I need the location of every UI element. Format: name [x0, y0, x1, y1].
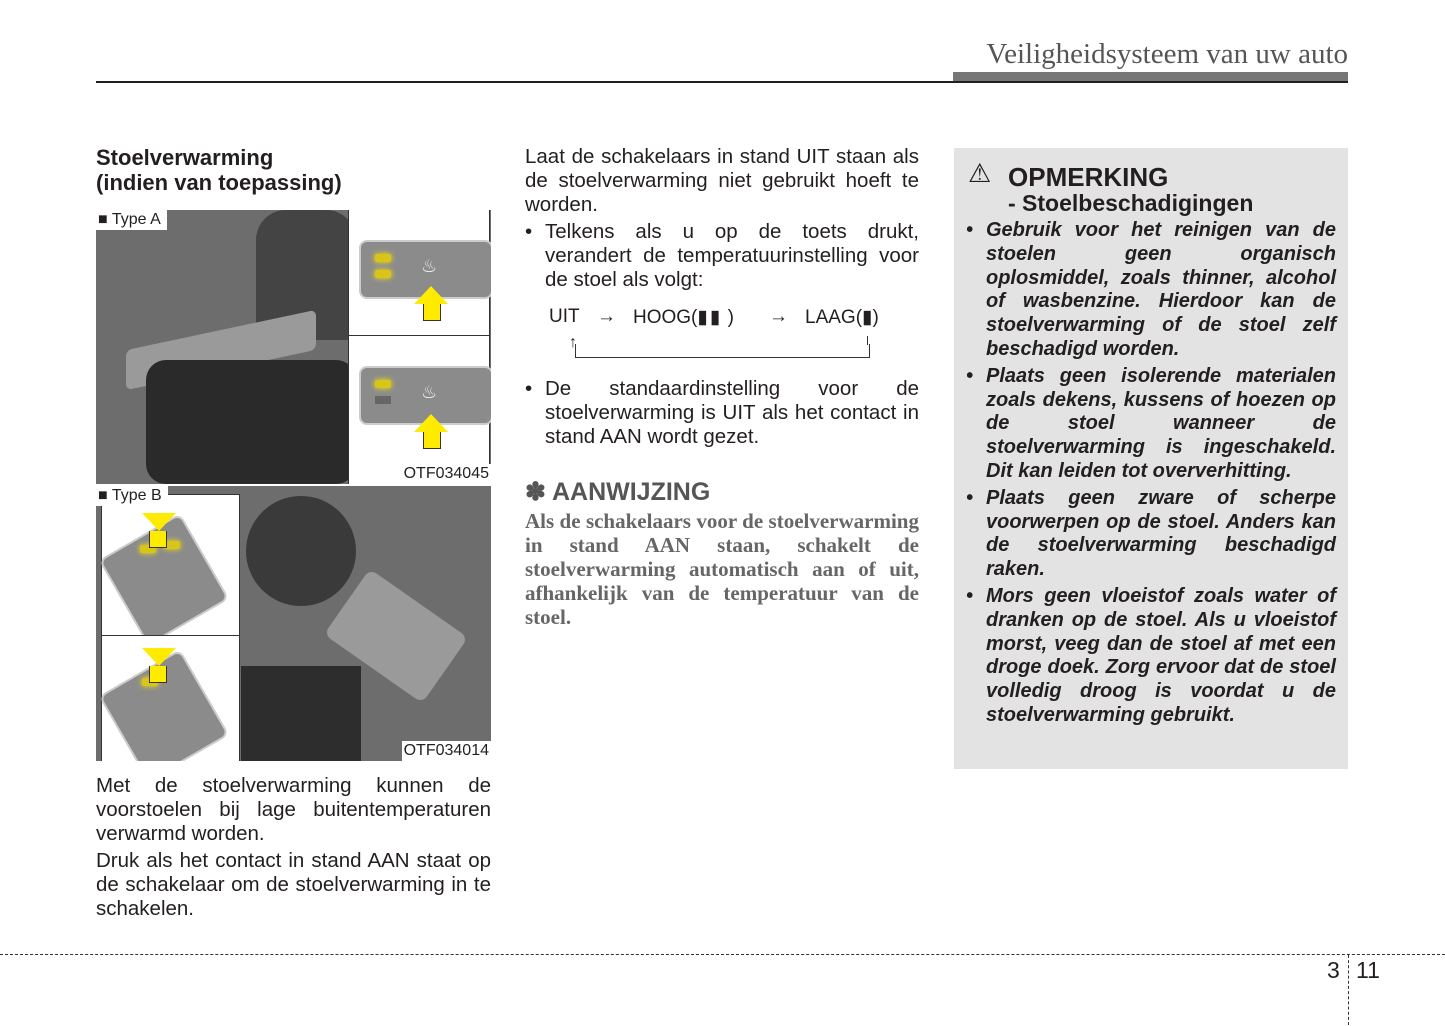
- figure-code: OTF034045: [403, 465, 489, 482]
- inset-low-setting: [101, 635, 240, 761]
- chapter-number: 3: [1327, 957, 1340, 983]
- caution-list: [966, 219, 1336, 731]
- list-item: • Telkens als u op de toets drukt, verandert de temperatuurinstelling voor de stoel als volgt:: [525, 220, 919, 292]
- inset-high-setting: [348, 210, 490, 337]
- indicator-led: [375, 270, 391, 278]
- shift-boot-illustration: [146, 360, 356, 484]
- caution-item: • Plaats geen isolerende materialen zoals dekens, kussens of hoezen op de stoel wanneer de stoelverwarming is ingeschakeld. Dit kan leiden tot oververhitting.: [966, 365, 1336, 484]
- figure-code: OTF034014: [403, 742, 489, 759]
- return-line: [575, 344, 870, 358]
- indicator-led: [375, 254, 391, 262]
- bullet-list: [525, 220, 919, 292]
- caution-subtitle: - Stoelbeschadigingen: [1008, 190, 1254, 216]
- note-heading: ✽ AANWIJZING: [525, 478, 711, 506]
- paragraph: Met de stoelverwarming kunnen de voorstoelen bij lage buitentemperaturen verwarmd worden.: [96, 774, 491, 845]
- indicator-led: [375, 380, 391, 388]
- figure-label-text: Type B: [111, 487, 162, 504]
- footer-vertical-divider: [1348, 955, 1349, 1025]
- seat-heater-icon: ♨: [421, 382, 438, 402]
- header-rule: [96, 81, 1348, 83]
- gear-knob-illustration: [246, 496, 356, 606]
- press-arrow-icon: [414, 414, 448, 449]
- note-text: Als de schakelaars voor de stoelverwarming in stand AAN staan, schakelt de stoelverwarming automatisch aan of uit, afhankelijk van de temperatuur van de stoel.: [525, 509, 919, 629]
- paren: ): [872, 307, 879, 328]
- press-arrow-icon: [414, 286, 448, 321]
- figure-type-a: [96, 210, 491, 484]
- footer-dashed-rule: [0, 954, 1445, 955]
- cycle-high: [633, 306, 734, 329]
- caution-box: [954, 148, 1348, 769]
- paragraph: Druk als het contact in stand AAN staat op de schakelaar om de stoelverwarming in te schakelen.: [96, 849, 491, 920]
- caution-item: • Mors geen vloeistof zoals water of dranken op de stoel. Als u vloeistof morst, veeg dan de stoel af met een droge doek. Zorg ervoor dat de stoel volledig droog is voordat u de stoelverwarming gebruikt.: [966, 585, 1336, 728]
- indicator-led-off: [375, 396, 391, 404]
- inset-low-setting: [348, 335, 490, 484]
- bullet-list: [525, 377, 919, 449]
- figure-type-b: [96, 486, 491, 761]
- caution-title: OPMERKING: [1008, 162, 1169, 192]
- cycle-off: UIT: [549, 306, 580, 327]
- section-heading: [96, 145, 491, 195]
- arrow-up-icon: ↑: [569, 334, 577, 351]
- arrow-right-icon: →: [597, 306, 616, 327]
- figure-label: ■ Type B: [96, 486, 168, 506]
- return-line-tick: [867, 336, 868, 345]
- warning-triangle-icon: ⚠: [968, 158, 992, 188]
- cycle-diagram: [549, 306, 899, 366]
- led-icon: ▮: [862, 307, 873, 328]
- paragraph: Laat de schakelaars in stand UIT staan als de stoelverwarming niet gebruikt hoeft te worden.: [525, 145, 919, 216]
- list-item: • De standaardinstelling voor de stoelverwarming is UIT als het contact in stand AAN wordt gezet.: [525, 377, 919, 449]
- running-header-title: Veiligheidsysteem van uw auto: [986, 38, 1348, 70]
- figure-label-text: Type A: [111, 211, 161, 228]
- header-accent-bar: [953, 72, 1348, 81]
- heading-line-2: (indien van toepassing): [96, 170, 342, 195]
- shift-boot-illustration: [241, 666, 361, 761]
- press-arrow-icon: [142, 513, 176, 548]
- paren: ): [727, 307, 734, 328]
- led-icon: ▮▮: [697, 307, 723, 328]
- page-number: 11: [1356, 957, 1380, 983]
- cycle-low: [805, 306, 879, 329]
- cycle-low-label: LAAG(: [805, 307, 863, 328]
- figure-label: ■ Type A: [96, 210, 167, 230]
- inset-high-setting: [101, 494, 240, 636]
- caution-item: • Plaats geen zware of scherpe voorwerpen op de stoel. Anders kan de stoelverwarming beschadigd raken.: [966, 487, 1336, 582]
- cycle-high-label: HOOG(: [633, 307, 698, 328]
- arrow-right-icon: →: [769, 306, 788, 327]
- seat-heater-icon: ♨: [421, 256, 438, 276]
- caution-item: • Gebruik voor het reinigen van de stoelen geen organisch oplosmiddel, zoals thinner, alcohol of wasbenzine. Hierdoor kan de stoelverwarming of de stoel zelf beschadigd worden.: [966, 219, 1336, 362]
- press-arrow-icon: [142, 648, 176, 683]
- heading-line-1: Stoelverwarming: [96, 145, 274, 170]
